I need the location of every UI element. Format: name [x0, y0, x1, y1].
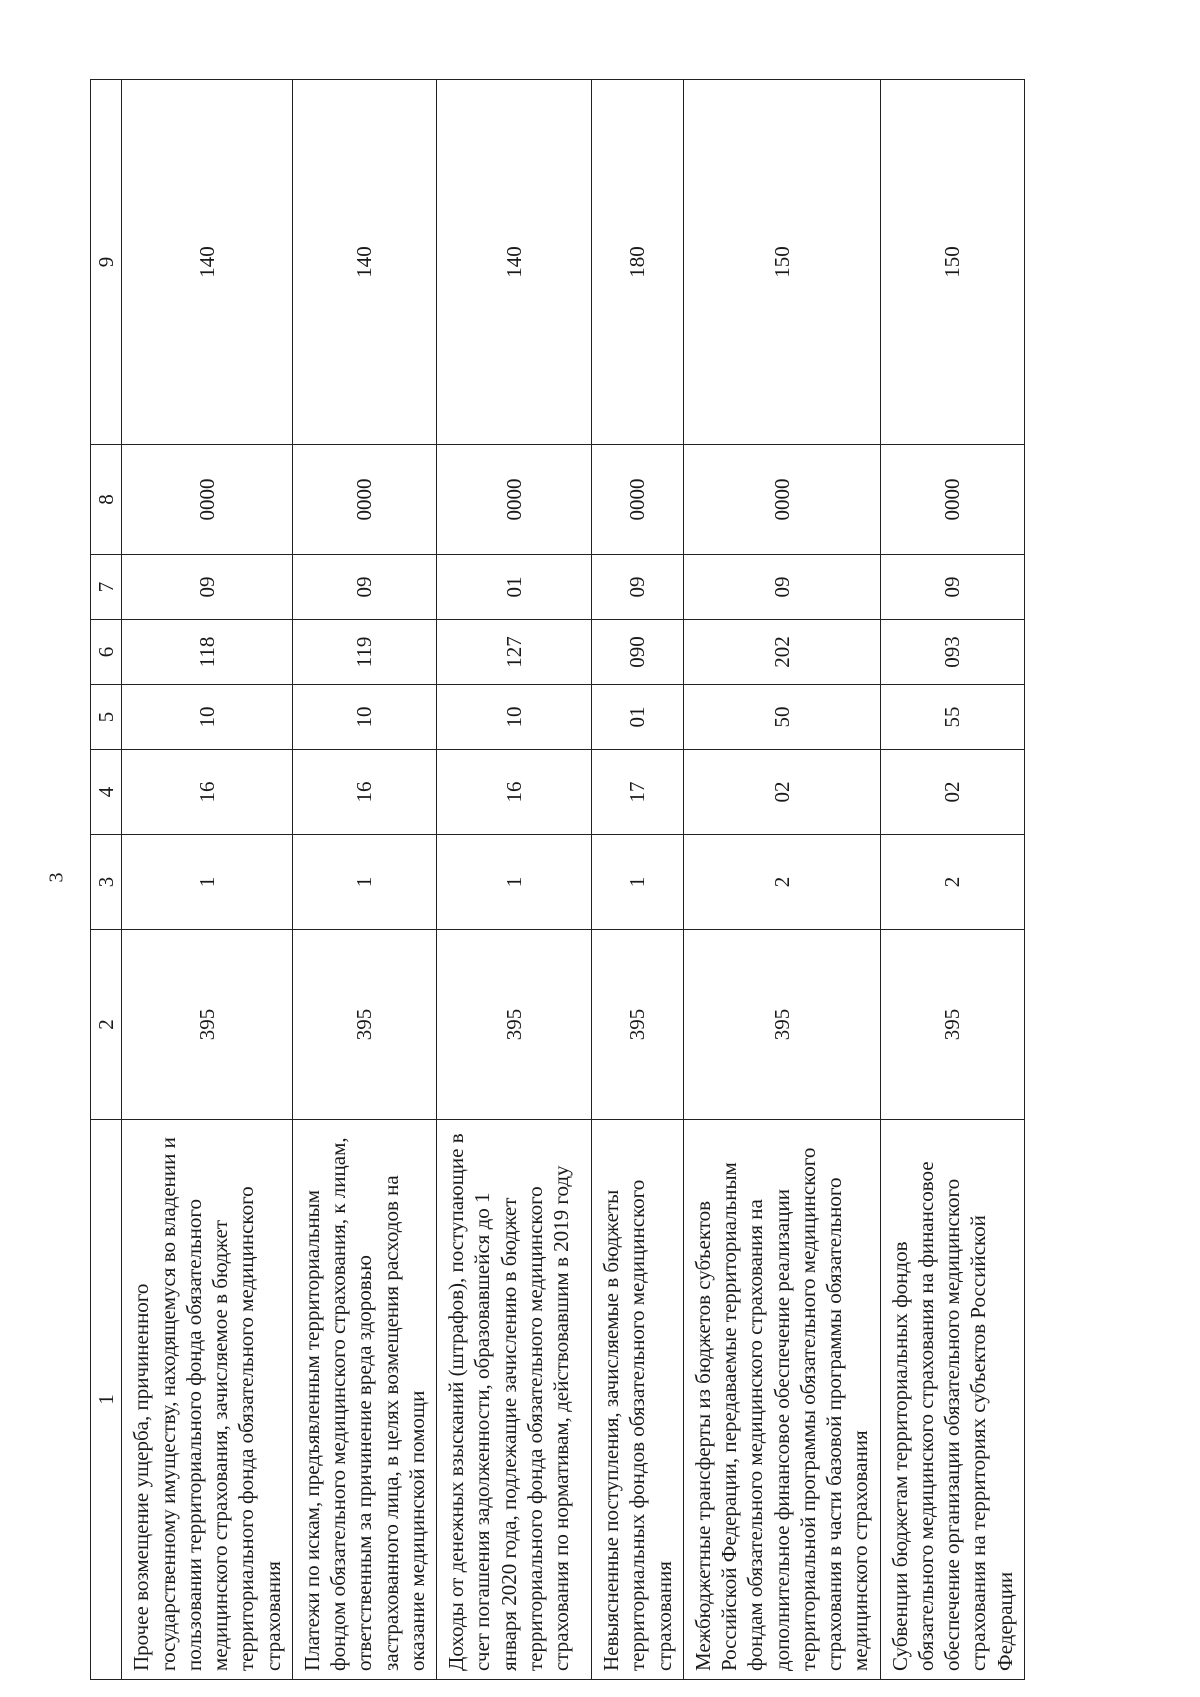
table-cell: 16	[292, 750, 436, 835]
table-cell: 0000	[592, 445, 684, 555]
table-row	[880, 80, 1024, 1680]
table-cell: 093	[880, 620, 1024, 685]
table-cell: 17	[592, 750, 684, 835]
table-cell: 180	[592, 80, 684, 445]
column-header: 5	[91, 685, 122, 750]
table-cell: 16	[122, 750, 293, 835]
table-cell: 395	[880, 930, 1024, 1120]
row-description: Прочее возмещение ущерба, причиненного государственному имуществу, находящемуся во владении и пользовании территориального фонда обязательного медицинского страхования, зачисляемое в бюджет территориального фонда обязательного медицинского страхования	[122, 1120, 293, 1680]
table-cell: 395	[292, 930, 436, 1120]
table-cell: 0000	[122, 445, 293, 555]
column-header: 2	[91, 930, 122, 1120]
table-cell: 140	[122, 80, 293, 445]
table-cell: 202	[683, 620, 880, 685]
table-cell: 150	[683, 80, 880, 445]
rotated-page-content	[90, 80, 1017, 1680]
table-cell: 140	[437, 80, 592, 445]
table-cell: 395	[592, 930, 684, 1120]
row-description: Межбюджетные трансферты из бюджетов субъектов Российской Федерации, передаваемые территориальным фондам обязательного медицинского страхования на дополнительное финансовое обеспечение реализации территориальной программы обязательного медицинского страхования в части базовой программы обязательного медицинского страхования	[683, 1120, 880, 1680]
table-cell: 090	[592, 620, 684, 685]
table-cell: 0000	[683, 445, 880, 555]
table-cell: 119	[292, 620, 436, 685]
table-cell: 01	[592, 685, 684, 750]
column-header: 8	[91, 445, 122, 555]
table-cell: 118	[122, 620, 293, 685]
table-cell: 02	[880, 750, 1024, 835]
table-cell: 09	[292, 555, 436, 620]
table-header-row	[91, 80, 122, 1680]
table-cell: 09	[880, 555, 1024, 620]
table-cell: 395	[683, 930, 880, 1120]
table-cell: 10	[122, 685, 293, 750]
table-cell: 1	[592, 835, 684, 930]
table-cell: 0000	[292, 445, 436, 555]
revenue-codes-table	[90, 79, 1025, 1680]
table-cell: 395	[437, 930, 592, 1120]
table-cell: 09	[592, 555, 684, 620]
column-header: 4	[91, 750, 122, 835]
table-cell: 2	[683, 835, 880, 930]
row-description: Доходы от денежных взысканий (штрафов), поступающие в счет погашения задолженности, образовавшейся до 1 января 2020 года, подлежащие зачислению в бюджет территориального фонда обязательного медицинского страхования по нормативам, действовавшим в 2019 году	[437, 1120, 592, 1680]
column-header: 7	[91, 555, 122, 620]
table-cell: 1	[437, 835, 592, 930]
table-cell: 09	[683, 555, 880, 620]
table-row	[683, 80, 880, 1680]
column-header: 1	[91, 1120, 122, 1680]
table-cell: 02	[683, 750, 880, 835]
table-cell: 2	[880, 835, 1024, 930]
table-row	[592, 80, 684, 1680]
page-number: 3	[45, 872, 68, 883]
table-row	[122, 80, 293, 1680]
table-row	[437, 80, 592, 1680]
table-cell: 16	[437, 750, 592, 835]
table-cell: 10	[437, 685, 592, 750]
table-cell: 09	[122, 555, 293, 620]
table-cell: 395	[122, 930, 293, 1120]
table-cell: 127	[437, 620, 592, 685]
table-cell: 1	[292, 835, 436, 930]
table-cell: 50	[683, 685, 880, 750]
column-header: 3	[91, 835, 122, 930]
table-cell: 1	[122, 835, 293, 930]
column-header: 9	[91, 80, 122, 445]
table-cell: 55	[880, 685, 1024, 750]
table-cell: 150	[880, 80, 1024, 445]
row-description: Невыясненные поступления, зачисляемые в бюджеты территориальных фондов обязательного медицинского страхования	[592, 1120, 684, 1680]
table-cell: 0000	[880, 445, 1024, 555]
table-cell: 10	[292, 685, 436, 750]
table-row	[292, 80, 436, 1680]
table-cell: 0000	[437, 445, 592, 555]
table-cell: 140	[292, 80, 436, 445]
row-description: Субвенции бюджетам территориальных фондов обязательного медицинского страхования на финансовое обеспечение организации обязательного медицинского страхования на территориях субъектов Российской Федерации	[880, 1120, 1024, 1680]
table-cell: 01	[437, 555, 592, 620]
row-description: Платежи по искам, предъявленным территориальным фондом обязательного медицинского страхования, к лицам, ответственным за причинение вреда здоровью застрахованного лица, в целях возмещения расходов на оказание медицинской помощи	[292, 1120, 436, 1680]
column-header: 6	[91, 620, 122, 685]
